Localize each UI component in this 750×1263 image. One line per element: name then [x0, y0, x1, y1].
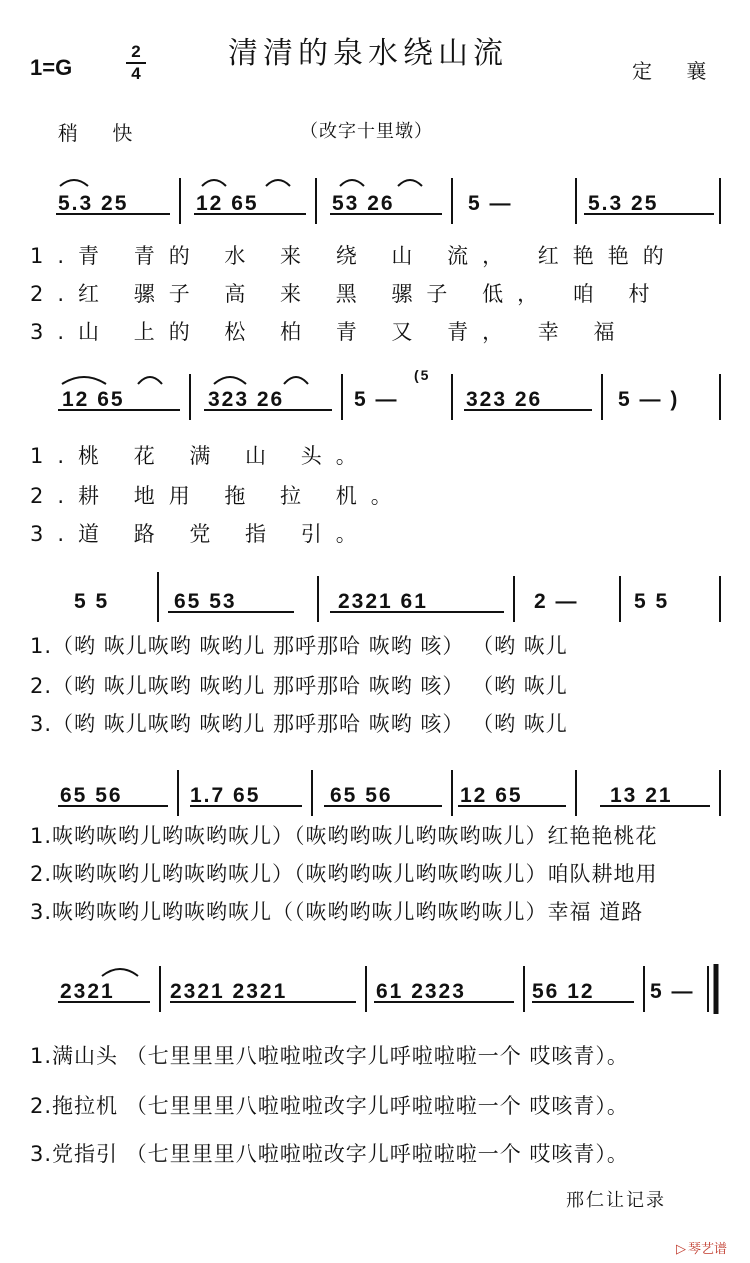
measure-4-4: 12 65	[460, 784, 523, 807]
measure-3-3: 2321 61	[338, 590, 428, 613]
staff-system-2	[54, 368, 724, 440]
genre-label: 定 襄	[632, 59, 721, 83]
measure-2-2: 323 26	[208, 388, 285, 411]
measure-2-3: 5 —	[354, 388, 399, 411]
staff-svg-1	[54, 172, 724, 244]
lyric-4-verse-3: 3.咴哟咴哟儿哟咴哟咴儿（（咴哟哟咴儿哟咴哟咴儿）幸福 道路	[30, 900, 644, 924]
time-signature	[124, 42, 148, 84]
measure-2-4-grace: (5	[414, 368, 431, 383]
meter-denominator: 4	[131, 64, 141, 83]
measure-4-1: 65 56	[60, 784, 123, 807]
measure-1-1: 5.3 25	[58, 192, 129, 215]
measure-5-1: 2321	[60, 980, 115, 1003]
measure-5-2: 2321 2321	[170, 980, 288, 1003]
lyric-1-verse-2: 2.红 骡子 高 来 黑 骡子 低， 咱 村	[30, 282, 664, 306]
lyric-5-verse-1: 1.满山头 （七里里里八啦啦啦改字儿呼啦啦啦一个 哎咳青）。	[30, 1044, 629, 1068]
staff-svg-5	[54, 960, 724, 1032]
measure-3-2: 65 53	[174, 590, 237, 613]
measure-2-1: 12 65	[62, 388, 125, 411]
lyric-3-verse-1: 1.（哟 咴儿咴哟 咴哟儿 那呼那哈 咴哟 咳） （哟 咴儿	[30, 634, 568, 658]
lyric-1-verse-1: 1.青 青的 水 来 绕 山 流， 红艳艳的	[30, 244, 678, 268]
meter-numerator: 2	[131, 42, 141, 61]
measure-5-4: 56 12	[532, 980, 595, 1003]
lyric-3-verse-2: 2.（哟 咴儿咴哟 咴哟儿 那呼那哈 咴哟 咳） （哟 咴儿	[30, 674, 568, 698]
measure-4-2: 1.7 65	[190, 784, 261, 807]
lyric-5-verse-2: 2.拖拉机 （七里里里八啦啦啦改字儿呼啦啦啦一个 哎咳青）。	[30, 1094, 629, 1118]
lyric-3-verse-3: 3.（哟 咴儿咴哟 咴哟儿 那呼那哈 咴哟 咳） （哟 咴儿	[30, 712, 568, 736]
measure-3-5: 5 5	[634, 590, 670, 613]
staff-svg-2	[54, 368, 724, 440]
lyric-2-verse-3: 3.道 路 党 指 引。	[30, 522, 371, 546]
measure-5-3: 61 2323	[376, 980, 466, 1003]
measure-3-1: 5 5	[74, 590, 110, 613]
lyric-1-verse-3: 3.山 上的 松 柏 青 又 青， 幸 福	[30, 320, 629, 344]
lyric-2-verse-2: 2.耕 地用 拖 拉 机。	[30, 484, 406, 508]
watermark-logo-icon: ▷	[676, 1242, 686, 1257]
staff-system-1	[54, 172, 724, 244]
tune-name: （改字十里墩）	[300, 121, 433, 142]
lyric-5-verse-3: 3.党指引 （七里里里八啦啦啦改字儿呼啦啦啦一个 哎咳青）。	[30, 1142, 629, 1166]
measure-3-4: 2 —	[534, 590, 579, 613]
watermark	[676, 1238, 727, 1257]
key-signature: 1=G	[30, 55, 73, 80]
measure-5-5: 5 —	[650, 980, 695, 1003]
tempo-marking: 稍 快	[58, 121, 147, 145]
measure-4-5: 13 21	[610, 784, 673, 807]
measure-4-3: 65 56	[330, 784, 393, 807]
measure-1-3: 53 26	[332, 192, 395, 215]
measure-1-2: 12 65	[196, 192, 259, 215]
lyric-4-verse-1: 1.咴哟咴哟儿哟咴哟咴儿）（咴哟哟咴儿哟咴哟咴儿）红艳艳桃花	[30, 824, 658, 848]
measure-2-5: 323 26	[466, 388, 543, 411]
lyric-4-verse-2: 2.咴哟咴哟儿哟咴哟咴儿）（咴哟哟咴儿哟咴哟咴儿）咱队耕地用	[30, 862, 658, 886]
lyric-2-verse-1: 1.桃 花 满 山 头。	[30, 444, 371, 468]
measure-2-6: 5 — )	[618, 388, 680, 411]
song-title: 清清的泉水绕山流	[228, 36, 508, 71]
transcriber-credit: 邢仁让记录	[566, 1190, 666, 1211]
staff-system-5	[54, 960, 724, 1032]
watermark-text: 琴艺谱	[688, 1242, 728, 1257]
measure-1-5: 5.3 25	[588, 192, 659, 215]
measure-1-4: 5 —	[468, 192, 513, 215]
